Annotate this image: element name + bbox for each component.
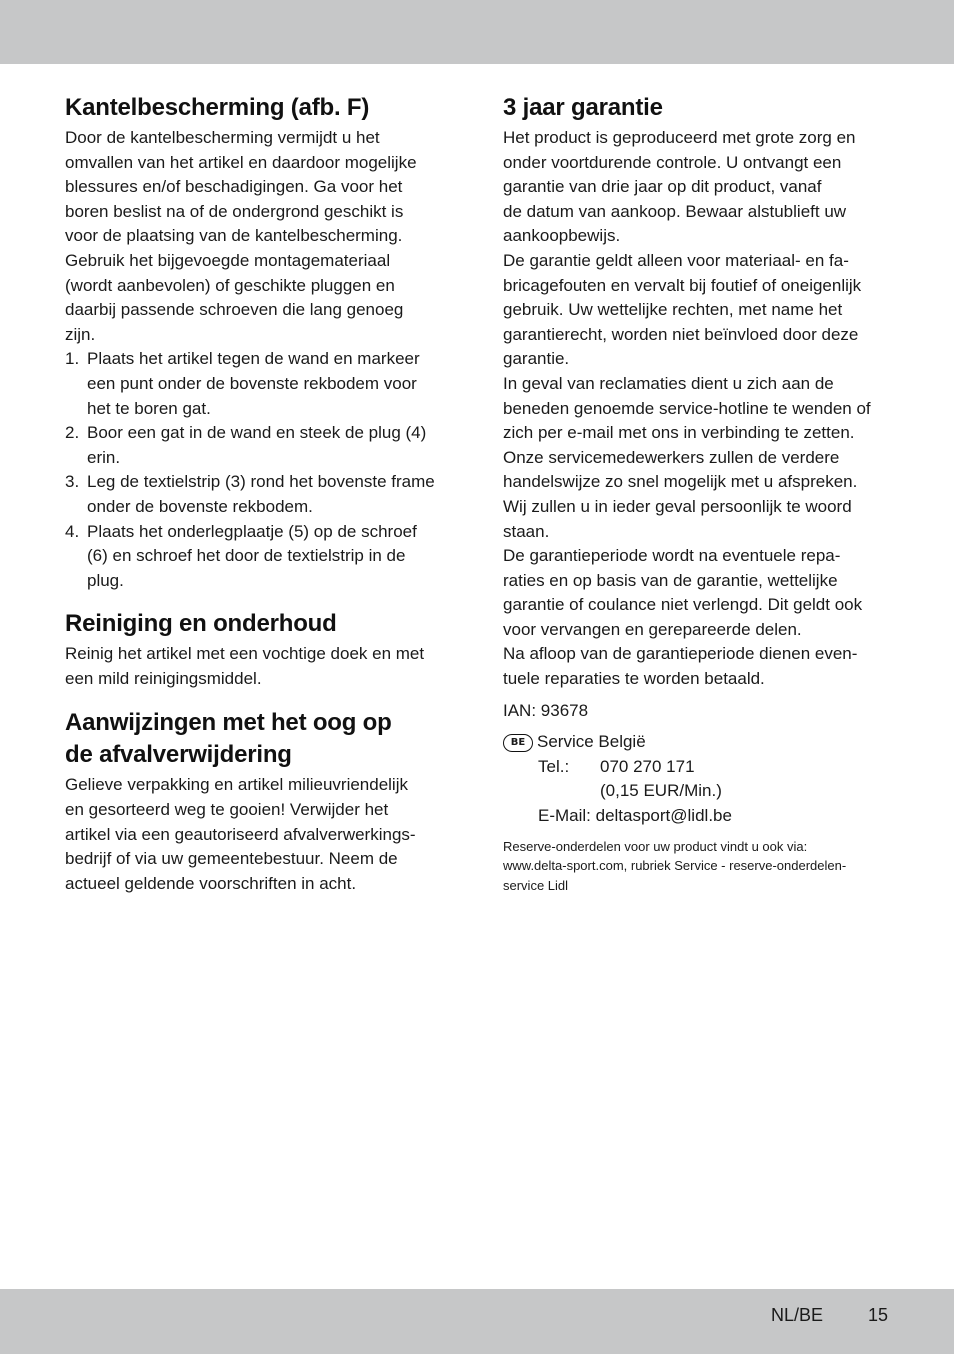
service-contact (503, 730, 893, 828)
text-line: de datum van aankoop. Bewaar alstublieft uw (503, 201, 847, 221)
phone-rate: (0,15 EUR/Min.) (600, 781, 722, 801)
service-email: E-Mail: deltasport@lidl.be (538, 806, 732, 826)
text-line: onder voortdurende controle. U ontvangt een (503, 152, 842, 172)
note-line: Reserve-onderdelen voor uw product vindt u ook via: (503, 838, 808, 854)
text-line: staan. (503, 521, 550, 541)
text-line: bricagefouten en vervalt bij foutief of oneigenlijk (503, 275, 862, 295)
text-line: garantie van drie jaar op dit product, vanaf (503, 177, 822, 197)
step-text-line: plug. (87, 570, 124, 590)
footer-language: NL/BE (771, 1305, 824, 1325)
text-line: bedrijf of via uw gemeentebestuur. Neem de (65, 849, 398, 869)
text-line: De garantieperiode wordt na eventuele repa- (503, 546, 841, 566)
text-line: gebruik. Uw wettelijke rechten, met name het (503, 300, 843, 320)
text-line: garantie of coulance niet verlengd. Dit geldt ook (503, 595, 863, 615)
step-number: 2. (65, 423, 80, 443)
text-line: voor vervangen en gerepareerde delen. (503, 619, 802, 639)
text-line: Wij zullen u in ieder geval persoonlijk te woord (503, 496, 852, 516)
disposal-section (65, 707, 455, 896)
cleaning-heading: Reiniging en onderhoud (65, 610, 337, 638)
text-line: omvallen van het artikel en daardoor mogelijke (65, 152, 417, 172)
disposal-heading (65, 707, 455, 771)
step-text-line: erin. (87, 447, 121, 467)
cleaning-section (65, 608, 455, 691)
ian-number: IAN: 93678 (503, 700, 589, 720)
disposal-text (65, 773, 455, 896)
text-line: zich per e-mail met ons in verbinding te zetten. (503, 423, 855, 443)
disposal-heading-line: Aanwijzingen met het oog op (65, 709, 392, 737)
step-number: 1. (65, 349, 80, 369)
warranty-heading: 3 jaar garantie (503, 94, 663, 121)
text-line: beneden genoemde service-hotline te wenden of (503, 398, 871, 418)
step-text-line: onder de bovenste rekbodem. (87, 496, 313, 516)
text-line: garantierecht, worden niet beïnvloed door deze (503, 324, 859, 344)
step-number: 3. (65, 472, 80, 492)
text-line: aankoopbewijs. (503, 226, 621, 246)
text-line: Het product is geproduceerd met grote zorg en (503, 128, 856, 147)
text-line: De garantie geldt alleen voor materiaal- en fa- (503, 250, 849, 270)
step-text-line: Plaats het artikel tegen de wand en markeer (87, 349, 420, 369)
phone-label: Tel.: (538, 756, 570, 776)
text-line: voor de plaatsing van de kantelbescherming. (65, 226, 403, 246)
text-line: daarbij passende schroeven die lang genoeg (65, 300, 404, 320)
phone-number: 070 270 171 (600, 756, 695, 776)
installation-steps (65, 347, 455, 593)
text-line: handelswijze zo snel mogelijk met u afspreken. (503, 472, 858, 492)
step-text-line: een punt onder de bovenste rekbodem voor (87, 373, 417, 393)
text-line: Na afloop van de garantieperiode dienen even- (503, 644, 858, 664)
tilt-protection-section (65, 92, 455, 593)
text-line: raties en op basis van de garantie, wettelijke (503, 570, 838, 590)
text-line: zijn. (65, 324, 96, 344)
text-line: In geval van reclamaties dient u zich aan de (503, 373, 834, 393)
step-2 (65, 421, 455, 470)
step-4 (65, 520, 455, 594)
text-line: artikel via een geautoriseerd afvalverwerkings- (65, 824, 416, 844)
step-number: 4. (65, 521, 80, 541)
service-title-row (503, 730, 893, 755)
text-line: Gebruik het bijgevoegde montagemateriaal (65, 250, 391, 270)
text-line: Door de kantelbescherming vermijdt u het (65, 128, 380, 147)
text-line: (wordt aanbevolen) of geschikte pluggen en (65, 275, 395, 295)
text-line: garantie. (503, 349, 570, 369)
spare-parts-note (503, 837, 893, 896)
text-line: boren beslist na of de ondergrond geschikt is (65, 201, 404, 221)
page-number: 15 (868, 1305, 889, 1325)
tilt-protection-heading: Kantelbescherming (afb. F) (65, 94, 370, 121)
belgium-badge-icon: BE (503, 734, 533, 752)
step-text-line: Boor een gat in de wand en steek de plug (4) (87, 423, 427, 443)
tilt-protection-text (65, 126, 455, 347)
text-line: Reinig het artikel met een vochtige doek en met (65, 644, 425, 664)
note-line: service Lidl (503, 877, 569, 893)
text-line: blessures en/of beschadigingen. Ga voor het (65, 177, 403, 197)
service-phone-row (503, 755, 893, 780)
text-line: actueel geldende voorschriften in acht. (65, 873, 357, 893)
cleaning-text (65, 642, 455, 691)
text-line: en gesorteerd weg te gooien! Verwijder het (65, 800, 389, 820)
top-bar (0, 0, 954, 64)
service-title: Service België (537, 732, 646, 752)
right-column (503, 92, 893, 895)
step-1 (65, 347, 455, 421)
disposal-heading-line: de afvalverwijdering (65, 741, 292, 769)
step-text-line: (6) en schroef het door de textielstrip in de (87, 546, 406, 566)
text-line: een mild reinigingsmiddel. (65, 668, 262, 688)
text-line: Gelieve verpakking en artikel milieuvriendelijk (65, 775, 408, 795)
step-text-line: Leg de textielstrip (3) rond het bovenste frame (87, 472, 435, 492)
warranty-text (503, 126, 893, 692)
left-column (65, 92, 455, 896)
text-line: tuele reparaties te worden betaald. (503, 669, 765, 689)
step-text-line: Plaats het onderlegplaatje (5) op de schroef (87, 521, 417, 541)
text-line: Onze servicemedewerkers zullen de verdere (503, 447, 840, 467)
step-text-line: het te boren gat. (87, 398, 211, 418)
note-line: www.delta-sport.com, rubriek Service - reserve-onderdelen- (503, 858, 847, 874)
step-3 (65, 470, 455, 519)
warranty-section (503, 92, 893, 723)
